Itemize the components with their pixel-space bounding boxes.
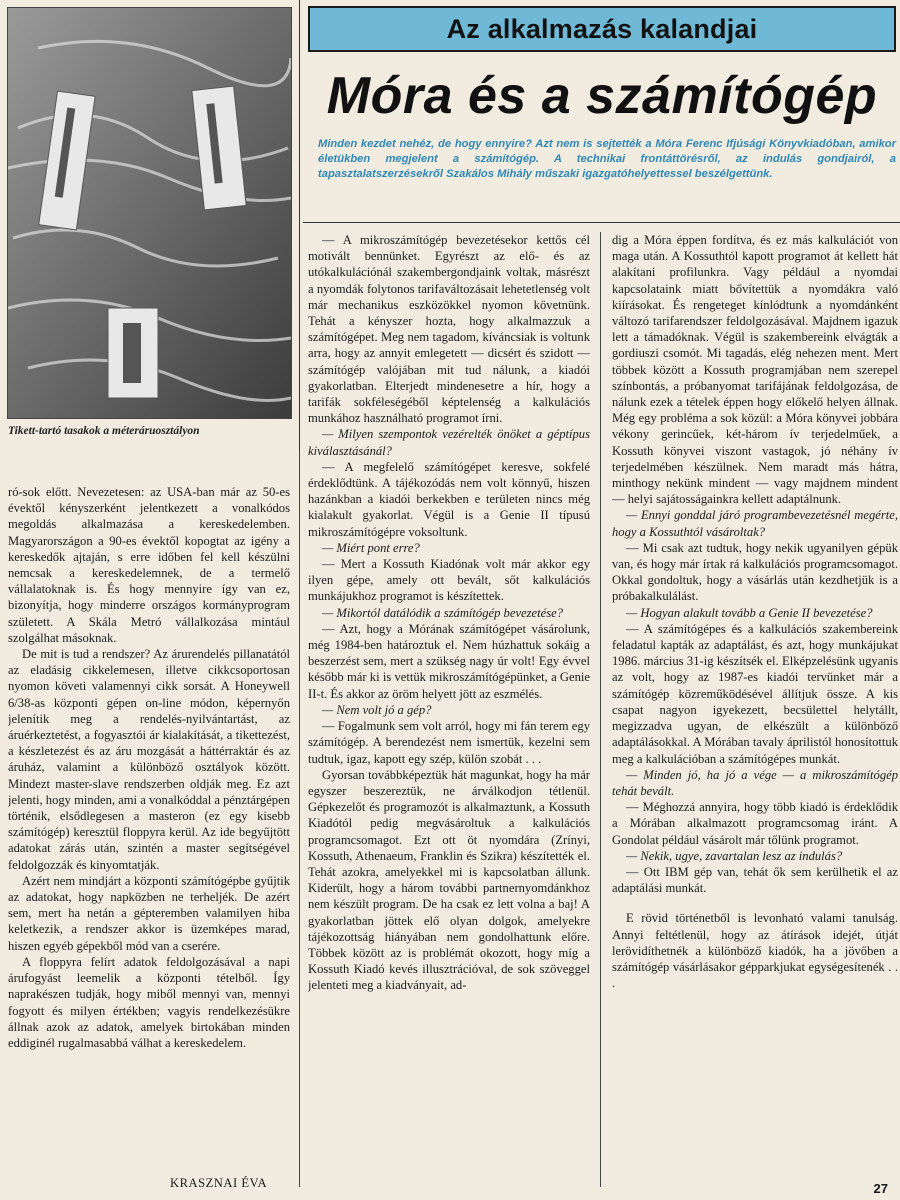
interview-question: — Milyen szempontok vezérelték önöket a géptípus kiválasztásánál? bbox=[308, 427, 590, 458]
paragraph: — Méghozzá annyira, hogy több kiadó is érdeklődik a Mórában alkalmazott programcsomag iránt. A Gondolat például vásárolt már tőlünk programot. bbox=[612, 800, 898, 847]
left-column bbox=[8, 484, 290, 1144]
interview-question: — Minden jó, ha jó a vége — a mikroszámítógép tehát bevált. bbox=[612, 767, 898, 798]
paragraph: — A mikroszámítógép bevezetésekor kettős cél motivált bennünket. Egyrészt az elő- és az utókalkulációnál szakembergondjaink voltak, másrészt a nyomdák folytonos tarifaváltozásait lehetetlenség volt már mechanikus eszközökkel nyomon követnünk. Tehát a kényszer hozta, hogy alkalmazzuk a számítógépet. Meg nem tagadom, kíváncsiak is voltunk arra, hogy az annyit emlegetett — dicsért és szidott — számítógép valójában mit tud nálunk, a kiadói gyakorlatban. Elterjedt mindenesetre a hír, hogy a tarifák sokféleségéből képtelenség a kalkulációs munkához használható programot írni. bbox=[308, 233, 590, 426]
author-signature: KRASZNAI ÉVA bbox=[170, 1176, 268, 1190]
section-banner-label: Az alkalmazás kalandjai bbox=[446, 13, 758, 44]
paragraph: De mit is tud a rendszer? Az árurendelés pillanatától az eladásig cikkelemesen, illetve cikkcsoportosan nyomon követi valamennyi cikk sorsát. A Honeywell 6/38-as központi gépen on-line módon, képernyőn jelenítik meg a rendelés-nyilvántartást, az áruérkeztetést, a fogyasztói ár kialakítását, a tikettezést, a készletezést és az áru mozgását a háttérraktár és az áruház, valamint a különböző osztályok között. Mindezt master-slave rendszerben oldják meg. Ez azt jelenti, hogy minden, ami a vonalkóddal a pénztárgépen történik, elsődlegesen a masteron (ez egy kisebb számítógép) keresztül floppyra kerül. Az ide begyűjtött adatokat zárás után, szintén a master segítségével feldolgozzák és kinyomtatják. bbox=[8, 647, 290, 872]
photo-illustration bbox=[8, 8, 291, 418]
paragraph: — A számítógépes és a kalkulációs szakembereink feladatul kapták az adaptálást, és azt, hogy munkájukat 1986. március 31-ig készítsék el. Elképzelésünk ugyanis az volt, hogy az 1987-es kiadói tervünket már a számítógép közreműködésével állítjuk össze. A kis csapat nagyon igyekezett, becsülettel helytállt, megizzadva ugyan, de elkészült a különböző adaptálásokkal. A Mórában tavaly áprilistól honosítottuk meg a kalkulációban a számítógépes munkát. bbox=[612, 621, 898, 766]
article-lead: Minden kezdet nehéz, de hogy ennyire? Azt nem is sejtették a Móra Ferenc Ifjúsági Könyvkiadóban, amikor életükben megjelent a számítógép. A technikai frontáttörésről, az indulás gondjairól, a tapasztalatszerzésekről Szakálos Mihály műszaki igazgatóhelyettessel beszélgettünk. bbox=[318, 138, 896, 180]
interview-question: — Hogyan alakult tovább a Genie II bevezetése? bbox=[626, 605, 873, 620]
paragraph: Azért nem mindjárt a központi számítógépbe gyűjtik az adatokat, hogy napközben ne terheljék. De azért sem, mert ha netán a gépteremben valamilyen hiba keletkezik, a rendszer akkor is üzemképes marad, hiszen egyéb gépekből mód van a cserére. bbox=[8, 873, 290, 953]
interview-question: — Nekik, ugye, zavartalan lesz az indulás? bbox=[626, 848, 843, 863]
interview-question: — Miért pont erre? bbox=[322, 540, 420, 555]
column-divider bbox=[600, 232, 601, 1187]
page-number: 27 bbox=[873, 1181, 888, 1196]
paragraph: ró-sok előtt. Nevezetesen: az USA-ban már az 50-es évektől kényszerként jelentkezett a vonalkódos megoldás alkalmazása a kereskedelemben. Magyarországon a 90-es évektől kopogtat az igény a kereskedők ajtaján, s erre időben fel kell készülni nemcsak a kereskedelemnek, de a termelő vállalatoknak is. És hogy mennyire így van ez, bizonyítja, hogy minderre országos kormányprogram született. A Skála Metró vállalkozása mintául szolgálhat másoknak. bbox=[8, 485, 290, 645]
paragraph: Gyorsan továbbképeztük hát magunkat, hogy ha már egyszer beszereztük, ne árválkodjon tétlenül. Gépkezelőt és programozót is alkalmaztunk, a Kossuth Kiadótól pedig megvásároltuk a kalkulációs programcsomagot. Ezt ott öt nyomdára (Zrínyi, Kossuth, Athenaeum, Franklin és Szikra) készítették el. Tehát azokra, amelyekkel mi is kapcsolatban állunk. Kiderült, hogy a három további partnernyomdánkhoz nem készült program. De ha csak ez lett volna a baj! A gyakorlatban jöttek elő olyan dolgok, amelyekre tájékozottság hiányában nem gondolhattunk előre. Többek között az is problémát okozott, hogy míg a Kossuth Kiadó kevés illusztrációval, de sok szöveggel jelenteti meg a kiadványait, ad- bbox=[308, 767, 590, 993]
article-title: Móra és a számítógép bbox=[326, 67, 878, 125]
spacer bbox=[612, 896, 898, 910]
interview-question: — Nem volt jó a gép? bbox=[322, 702, 432, 717]
column-divider bbox=[299, 0, 300, 450]
header-divider bbox=[303, 222, 900, 223]
column-divider bbox=[299, 450, 300, 1187]
section-banner bbox=[308, 6, 896, 52]
paragraph: — A megfelelő számítógépet keresve, sokfelé érdeklődtünk. A tájékozódás nem volt könnyű, hiszen hazánkban a kiadói berkekben e területen nincs még kialakult gyakorlat. Végül is a Genie II típusú mikroszámítógépre voksoltunk. bbox=[308, 459, 590, 539]
interview-question: — Ennyi gonddal járó programbevezetésnél megérte, hogy a Kossuthtól vásároltak? bbox=[612, 508, 898, 539]
paragraph: — Mert a Kossuth Kiadónak volt már akkor egy ilyen gépe, amely ott bevált, sőt kalkulációs munkájukhoz programot is készítettek. bbox=[308, 557, 590, 604]
middle-column bbox=[308, 232, 590, 1190]
photo-caption: Tikett-tartó tasakok a méteráruosztályon bbox=[8, 425, 200, 437]
paragraph: E rövid történetből is levonható valami tanulság. Annyi feltétlenül, hogy az átírások idejét, útját lerövidíthetnék a különböző kiadók, ha a jövőben a számítógép vásárlásakor gépparkjukat egységesítenék . . . bbox=[612, 911, 898, 991]
right-column bbox=[612, 232, 898, 1168]
paragraph: A floppyra felírt adatok feldolgozásával a napi árufogyást leemelik a központi tételből. Így naprakészen tudják, hogy miből mennyi van, mennyi fogyott és milyen értékben; vagyis rendelkezésükre állnak azok az adatok, amelyek birtokában minden eddiginél rugalmasabbá válhat a kereskedelem. bbox=[8, 954, 290, 1050]
interview-question: — Mikortól datálódik a számítógép bevezetése? bbox=[322, 605, 563, 620]
paragraph: dig a Móra éppen fordítva, és ez más kalkulációt von maga után. A Kossuthtól kapott programot át kellett hát alakítani profilunkra. Vagy például a nyomdai kapcsolataink miatt bővítettük a nyomdákra való kiírásokat. És rengeteget kínlódtunk a nyomdánként változó tarifarendszer feldolgozásával. Majdnem igazuk lett a támadóknak. Végül is szakembereink elvágták a gordiuszi csomót. Mi tagadás, elég nehezen ment. Mert többek között a Kossuth programjában nem szerepel színbontás, a próbanyomat tarifájának feldolgozása, de nálunk ezek a tételek éppen hogy előkelő helyen állnak. Még egy probléma a sok közül: a Móra könyvei jobbára vékony gerincűek, két-három ív terjedelműek, a Kossuth könyvei viszont vastagok, jó néhány ív terjedelmében készülnek. Nem maradt más hátra, minthogy nekünk mindent — vagy majdnem mindent — helyi sajátosságainkra kellett adaptálnunk. bbox=[612, 233, 898, 507]
paragraph: — Fogalmunk sem volt arról, hogy mi fán terem egy számítógép. A berendezést nem ismertük, kezelni sem tudtuk, igaz, kapott egy szép, külön szobát . . . bbox=[308, 719, 590, 766]
paragraph: — Ott IBM gép van, tehát ők sem kerülhetik el az adaptálási munkát. bbox=[612, 864, 898, 896]
photo-ticket-pouches bbox=[7, 7, 292, 419]
paragraph: — Mi csak azt tudtuk, hogy nekik ugyanilyen gépük van, és hogy már írtak rá kalkulációs programcsomagot. Okkal gondoltuk, hogy a vásárlás után kezdhetjük is a próbakalkulálást. bbox=[612, 540, 898, 604]
paragraph: — Azt, hogy a Mórának számítógépet vásárolunk, még 1984-ben határoztuk el. Nem húzhattuk sokáig a beszerzést sem, mert a szükség nagy úr volt! Egy évvel később már ki is vettük mikroszámítógépünket, a Genie II-t. És akkor az öröm helyett jött az eszmélés. bbox=[308, 621, 590, 701]
